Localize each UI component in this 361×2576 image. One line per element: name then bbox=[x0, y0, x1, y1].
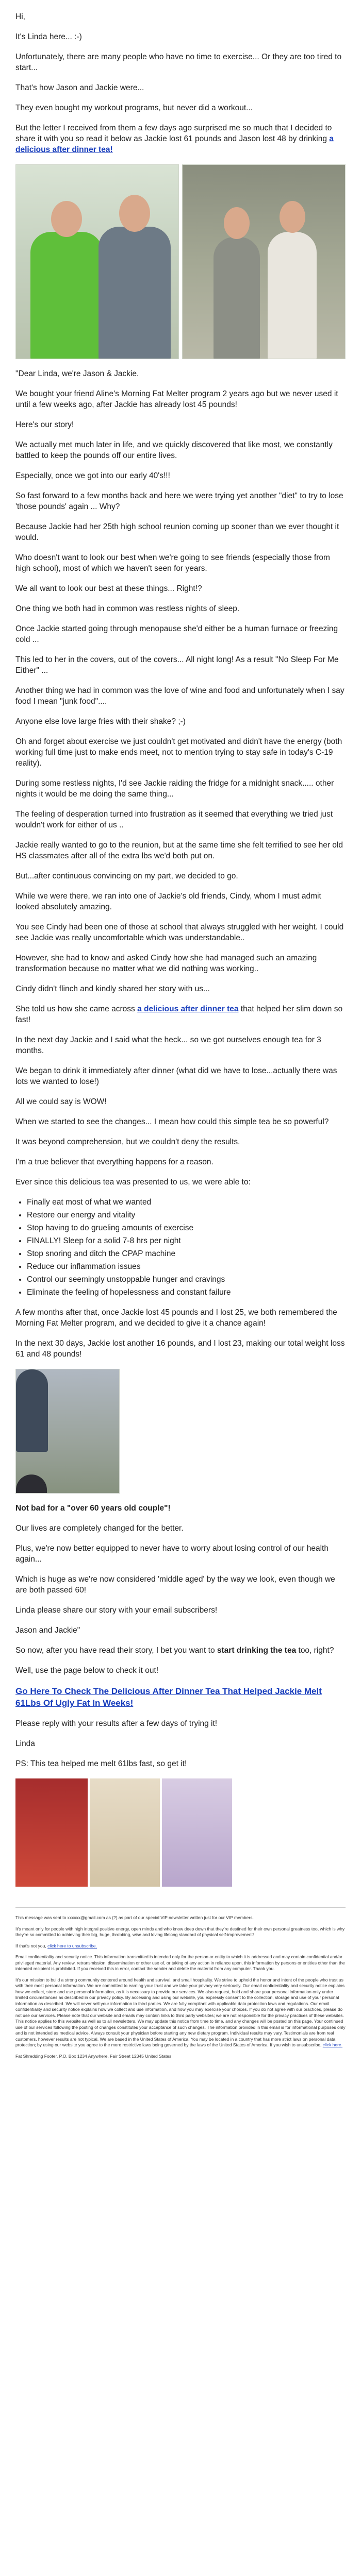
letter-paragraph: Oh and forget about exercise we just couldn't get motivated and didn't have the energy (both working full time just to make ends meet, not to mention trying to stay safe in today's C-19 reality). bbox=[15, 737, 342, 768]
woman-figure bbox=[16, 1475, 47, 1494]
man-head bbox=[16, 1452, 35, 1475]
woman-figure bbox=[30, 232, 103, 359]
letter-paragraph: Especially, once we got into our early 40's!!! bbox=[15, 471, 170, 480]
letter-paragraph: Our lives are completely changed for the better. bbox=[15, 1524, 184, 1533]
intro: It's Linda here... :-) bbox=[15, 32, 82, 41]
letter-paragraph: It was beyond comprehension, but we couldn't deny the results. bbox=[15, 1138, 240, 1146]
letter-paragraph: A few months after that, once Jackie lost 45 pounds and I lost 25, we both remembered the Morning Fat Melter program, and we decided to give it a chance again! bbox=[15, 1308, 337, 1328]
woman-head bbox=[90, 1778, 110, 1803]
bold-statement: Not bad for a "over 60 years old couple"! bbox=[15, 1504, 171, 1513]
letter-paragraph: While we were there, we ran into one of Jackie's old friends, Cindy, whom I must admit looked absolutely amazing. bbox=[15, 892, 321, 911]
paragraph-text: that helped her slim down so fast! bbox=[15, 1005, 343, 1024]
woman-head bbox=[15, 1778, 36, 1803]
paragraph-with-bold bbox=[15, 1645, 346, 1656]
woman-head bbox=[51, 201, 82, 237]
woman-figure bbox=[214, 237, 260, 359]
woman-photo bbox=[90, 1778, 160, 1887]
cta-link[interactable]: Go Here To Check The Delicious After Dinner Tea That Helped Jackie Melt 61Lbs Of Ugly Fat In Weeks! bbox=[15, 1686, 322, 1708]
paragraph: They even bought my workout programs, but never did a workout... bbox=[15, 104, 253, 112]
tea-link[interactable]: a delicious after dinner tea! bbox=[15, 134, 334, 154]
letter-paragraph: I'm a true believer that everything happens for a reason. bbox=[15, 1158, 214, 1166]
letter-paragraph: We all want to look our best at these things... Right!? bbox=[15, 584, 202, 593]
letter-paragraph: We began to drink it immediately after dinner (what did we have to lose...actually there was lots we wanted to lose!) bbox=[15, 1066, 337, 1086]
letter-paragraph: We bought your friend Aline's Morning Fat Melter program 2 years ago but we never used it until a few weeks ago, after Jackie has already lost 45 pounds! bbox=[15, 389, 338, 409]
man-figure bbox=[16, 1369, 48, 1452]
email-body bbox=[15, 0, 346, 2059]
footer-text: Email confidentiality and security notice. This information transmitted is intended only for the person or entity to which it is addressed and may contain confidential and/or privileged material. Any review, retransmission, dissemination or other use of, or taking of any action in reliance upon, this information by persons or entities other than the intended recipient is prohibited. If you received this in error, contact the sender and delete the material from any computer. Thank you. bbox=[15, 1954, 345, 1971]
letter-paragraph: Which is huge as we're now considered 'middle aged' by the way we look, even though we are both passed 60! bbox=[15, 1575, 335, 1595]
list-item: • Restore our energy and vitality bbox=[27, 1210, 346, 1221]
letter-paragraph: When we started to see the changes... I mean how could this simple tea be so powerful? bbox=[15, 1117, 329, 1126]
list-item: • Control our seemingly unstoppable hunger and cravings bbox=[27, 1274, 346, 1285]
letter-paragraph: "Dear Linda, we're Jason & Jackie. bbox=[15, 369, 139, 378]
paragraph-text: She told us how she came across bbox=[15, 1005, 138, 1013]
list-item: • FINALLY! Sleep for a solid 7-8 hrs per night bbox=[27, 1235, 346, 1246]
letter-paragraph: Cindy didn't flinch and kindly shared her story with us... bbox=[15, 985, 210, 993]
letter-paragraph: Because Jackie had her 25th high school reunion coming up sooner than we ever thought it would. bbox=[15, 522, 339, 542]
list-item: • Finally eat most of what we wanted bbox=[27, 1197, 346, 1208]
letter-paragraph: All we could say is WOW! bbox=[15, 1097, 107, 1106]
paragraph: Well, use the page below to check it out! bbox=[15, 1666, 159, 1675]
paragraph: That's how Jason and Jackie were... bbox=[15, 83, 144, 92]
letter-paragraph: Here's our story! bbox=[15, 420, 74, 429]
letter-paragraph: We actually met much later in life, and we quickly discovered that like most, we constantly battled to keep the pounds off our entire lives. bbox=[15, 440, 333, 460]
after-photo bbox=[182, 164, 346, 359]
unsubscribe-link[interactable]: click here. bbox=[322, 2042, 343, 2047]
paragraph-text: But the letter I received from them a few days ago surprised me so much that I decided to share it with you so read it below as Jackie lost 61 pounds and Jason lost 48 by drinking bbox=[15, 124, 332, 143]
footer-text: If that's not you, bbox=[15, 1943, 48, 1948]
footer-text: It's our mission to build a strong community centered around health and survival, and small hospitality. We strive to uphold the honor and intent of the people who trust us with their most personal information. We are committed to earning your trust and we take your privacy very seriously. Our email confidentiality and security notice explains how we collect, store and use personal information, as it is necessary to provide our services. We also request, hold and share your personal information only under limited circumstances as described in our privacy policy. By accessing and using our website, you expressly consent to the collection, storage and use of your personal information as described. We will never sell your information to third parties. We are fully compliant with applicable data protection laws and regulations. Our email confidentiality and security notice explains how we collect and use information, and how you may exercise your choices. If you do not agree with our practices, please do not use our services. Please note that our website and emails may contain links to third party websites; we are not responsible for the privacy practices of these websites. This notice applies to this website as well as to all newsletters. We may update this notice from time to time, and any changes will be posted on this page. Your continued use of our services following the posting of changes constitutes your acceptance of such changes. The information provided in this email is for informational purposes only and is not intended as medical advice. Always consult your physician before starting any new dietary program. Individual results may vary. Testimonials are from real customers, however results are not typical. We are based in the United States of America. You may be located in a country that has more strict laws on personal data protection; by using our website you agree to the more restrictive laws being governed by the laws of the United States of America. If you wish to unsubscribe, bbox=[15, 1977, 346, 2047]
letter-paragraph: The feeling of desperation turned into frustration as it seemed that everything we tried just wouldn't work for either of us .. bbox=[15, 810, 333, 829]
woman-head bbox=[162, 1778, 182, 1802]
footer-privacy bbox=[15, 1977, 346, 2048]
letter-paragraph: Once Jackie started going through menopause she'd either be a human furnace or freezing cold ... bbox=[15, 624, 338, 644]
letter-paragraph: You see Cindy had been one of those at school that always struggled with her weight. I could see Jackie was really uncomfortable which was understandable.. bbox=[15, 923, 344, 942]
signoff: Linda bbox=[15, 1739, 35, 1748]
man-figure bbox=[99, 227, 171, 359]
man-head bbox=[280, 201, 305, 233]
paragraph-text: too, right? bbox=[296, 1646, 334, 1655]
letter-paragraph: This led to her in the covers, out of the covers... All night long! As a result "No Sleep For Me Either" ... bbox=[15, 655, 339, 675]
footer-text: It's meant only for people with high integral positive energy, open minds and who know deep down that they're destined for their own personal greatness too, which is why they're so committed to achieving their big, huge, throbbing, wise and loving lifelong standard of physical self-improvement! bbox=[15, 1926, 345, 1937]
letter-paragraph: Another thing we had in common was the love of wine and food and unfortunately when I say food I mean "junk food".... bbox=[15, 686, 344, 706]
letter-paragraph: Who doesn't want to look our best when we're going to see friends (especially those from high school), most of which we haven't seen for years. bbox=[15, 553, 330, 573]
list-item: • Stop snoring and ditch the CPAP machine bbox=[27, 1248, 346, 1259]
footer-divider bbox=[15, 1907, 346, 1908]
letter-paragraph: However, she had to know and asked Cindy how she had managed such an amazing transformation because no matter what we did nothing was working.. bbox=[15, 954, 317, 973]
letter-paragraph: In the next day Jackie and I said what the heck... so we got ourselves enough tea for 3 months. bbox=[15, 1036, 321, 1055]
letter-paragraph: So fast forward to a few months back and here we were trying yet another "diet" to try to lose 'those pounds' again ... Why? bbox=[15, 492, 343, 511]
letter-paragraph: Ever since this delicious tea was presented to us, we were able to: bbox=[15, 1178, 251, 1187]
before-photo bbox=[15, 164, 179, 359]
letter-paragraph: During some restless nights, I'd see Jackie raiding the fridge for a midnight snack..... other nights it would be me doing the same thing... bbox=[15, 779, 334, 799]
letter-paragraph: Jackie really wanted to go to the reunion, but at the same time she felt terrified to see her old HS classmates after all of the extra lbs we'd both put on. bbox=[15, 841, 343, 860]
list-item: • Eliminate the feeling of hopelessness and constant failure bbox=[27, 1287, 346, 1298]
bold-text: start drinking the tea bbox=[217, 1646, 297, 1655]
paragraph-with-link bbox=[15, 1004, 346, 1025]
letter-paragraph: Linda please share our story with your email subscribers! bbox=[15, 1606, 218, 1615]
paragraph: Unfortunately, there are many people who have no time to exercise... Or they are too tired to start... bbox=[15, 53, 342, 72]
paragraph-with-link bbox=[15, 123, 346, 155]
letter-paragraph: Anyone else love large fries with their shake? ;-) bbox=[15, 717, 186, 726]
letter-signature: Jason and Jackie" bbox=[15, 1626, 80, 1635]
footer-address: Fat Shredding Footer, P.O. Box 1234 Anywhere, Fair Street 12345 United States bbox=[15, 2053, 172, 2059]
greeting: Hi, bbox=[15, 12, 25, 21]
man-figure bbox=[268, 232, 317, 359]
paragraph-text: So now, after you have read their story, I bet you want to bbox=[15, 1646, 217, 1655]
footer-unsubscribe bbox=[15, 1943, 346, 1950]
footer-text: This message was sent to xxxxxx@gmail.com as (?) as part of our special VIP newsletter written just for our VIP members. bbox=[15, 1915, 254, 1920]
letter-paragraph: One thing we both had in common was restless nights of sleep. bbox=[15, 604, 240, 613]
after-photo-slim bbox=[162, 1778, 232, 1887]
tea-link[interactable]: a delicious after dinner tea bbox=[137, 1005, 239, 1013]
letter-paragraph: Plus, we're now better equipped to never have to worry about losing control of our health again... bbox=[15, 1544, 329, 1564]
unsubscribe-link[interactable]: click here to unsubscribe. bbox=[47, 1943, 97, 1948]
before-photo-red-dress bbox=[15, 1778, 88, 1887]
letter-paragraph: But...after continuous convincing on my part, we decided to go. bbox=[15, 872, 238, 880]
ps-note: PS: This tea helped me melt 61lbs fast, so get it! bbox=[15, 1759, 187, 1768]
man-head bbox=[119, 195, 150, 232]
bottom-photos bbox=[15, 1778, 346, 1887]
paragraph: Please reply with your results after a few days of trying it! bbox=[15, 1719, 218, 1728]
letter-paragraph: In the next 30 days, Jackie lost another 16 pounds, and I lost 23, making our total weight loss 61 and 48 pounds! bbox=[15, 1339, 345, 1359]
before-after-photos bbox=[15, 164, 346, 359]
woman-head bbox=[224, 207, 250, 239]
benefits-list bbox=[15, 1197, 346, 1298]
couple-photo bbox=[15, 1369, 120, 1494]
list-item: • Reduce our inflammation issues bbox=[27, 1261, 346, 1272]
list-item: • Stop having to do grueling amounts of exercise bbox=[27, 1223, 346, 1233]
